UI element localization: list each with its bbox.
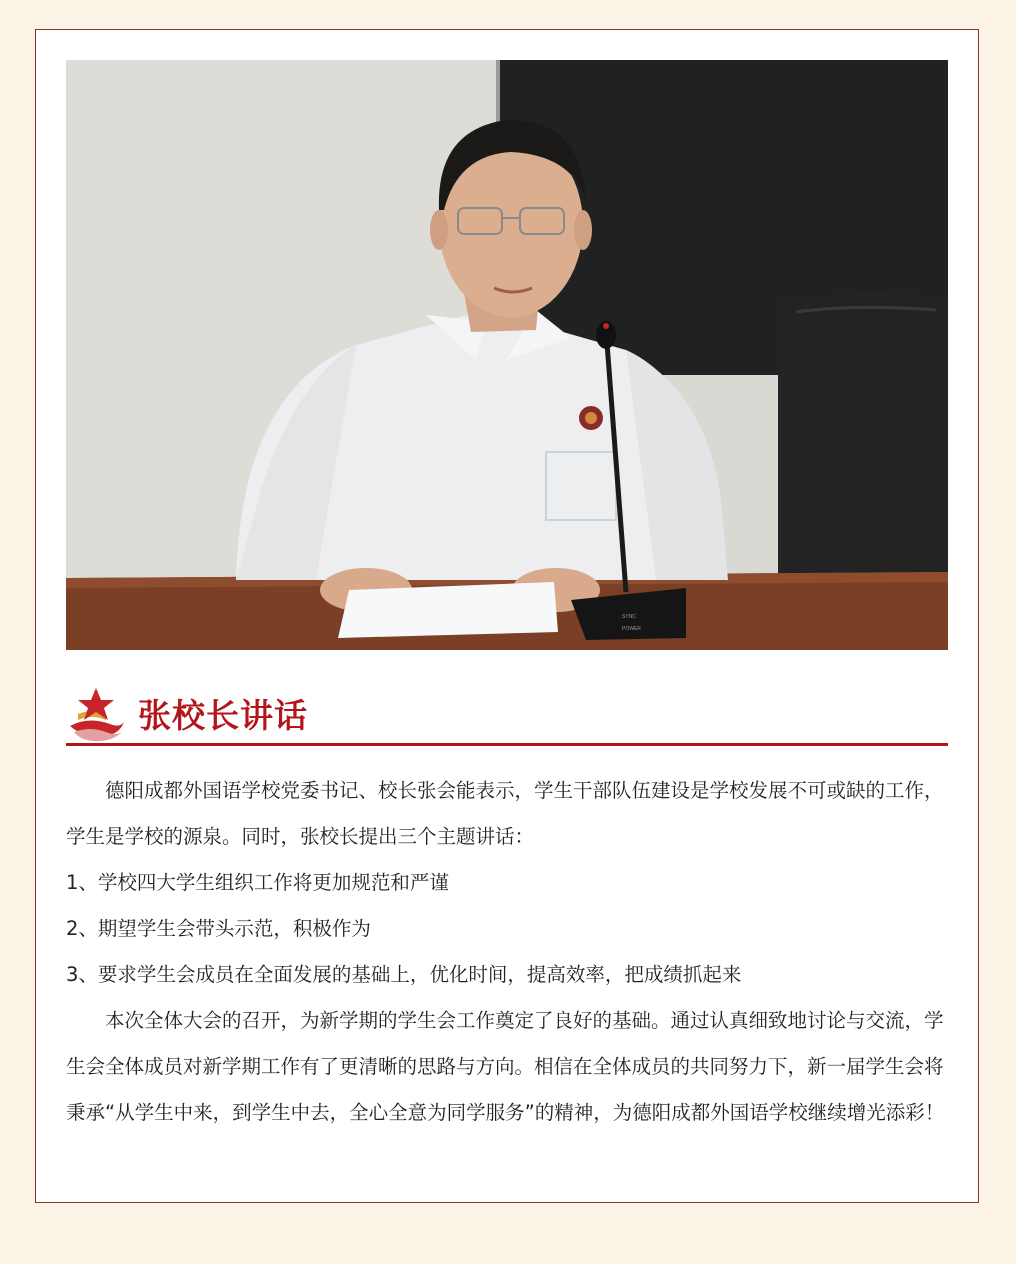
mic-label-top: SYNC bbox=[622, 614, 636, 620]
article-photo bbox=[66, 60, 948, 650]
point-item-2: 2、期望学生会带头示范，积极作为 bbox=[66, 917, 371, 940]
article-body bbox=[66, 768, 948, 1136]
section-divider bbox=[66, 743, 948, 746]
intro-paragraph: 德阳成都外国语学校党委书记、校长张会能表示，学生干部队伍建设是学校发展不可或缺的工作，学生是学校的源泉。同时，张校长提出三个主题讲话： bbox=[66, 779, 944, 848]
conclusion-paragraph: 本次全体大会的召开，为新学期的学生会工作奠定了良好的基础。通过认真细致地讨论与交流，学生会全体成员对新学期工作有了更清晰的思路与方向。相信在全体成员的共同努力下，新一届学生会将秉承“从学生中来，到学生中去，全心全意为同学服务”的精神，为德阳成都外国语学校继续增光添彩！ bbox=[66, 1009, 945, 1124]
article-card bbox=[35, 29, 979, 1203]
mic-label-bottom: POWER bbox=[622, 626, 641, 632]
star-ribbon-icon bbox=[66, 686, 126, 742]
speaker-photo-illustration bbox=[66, 60, 948, 650]
section-title: 张校长讲话 bbox=[138, 696, 308, 735]
section-heading bbox=[66, 686, 948, 748]
point-item-1: 1、学校四大学生组织工作将更加规范和严谨 bbox=[66, 871, 449, 894]
point-item-3: 3、要求学生会成员在全面发展的基础上，优化时间，提高效率，把成绩抓起来 bbox=[66, 963, 742, 986]
